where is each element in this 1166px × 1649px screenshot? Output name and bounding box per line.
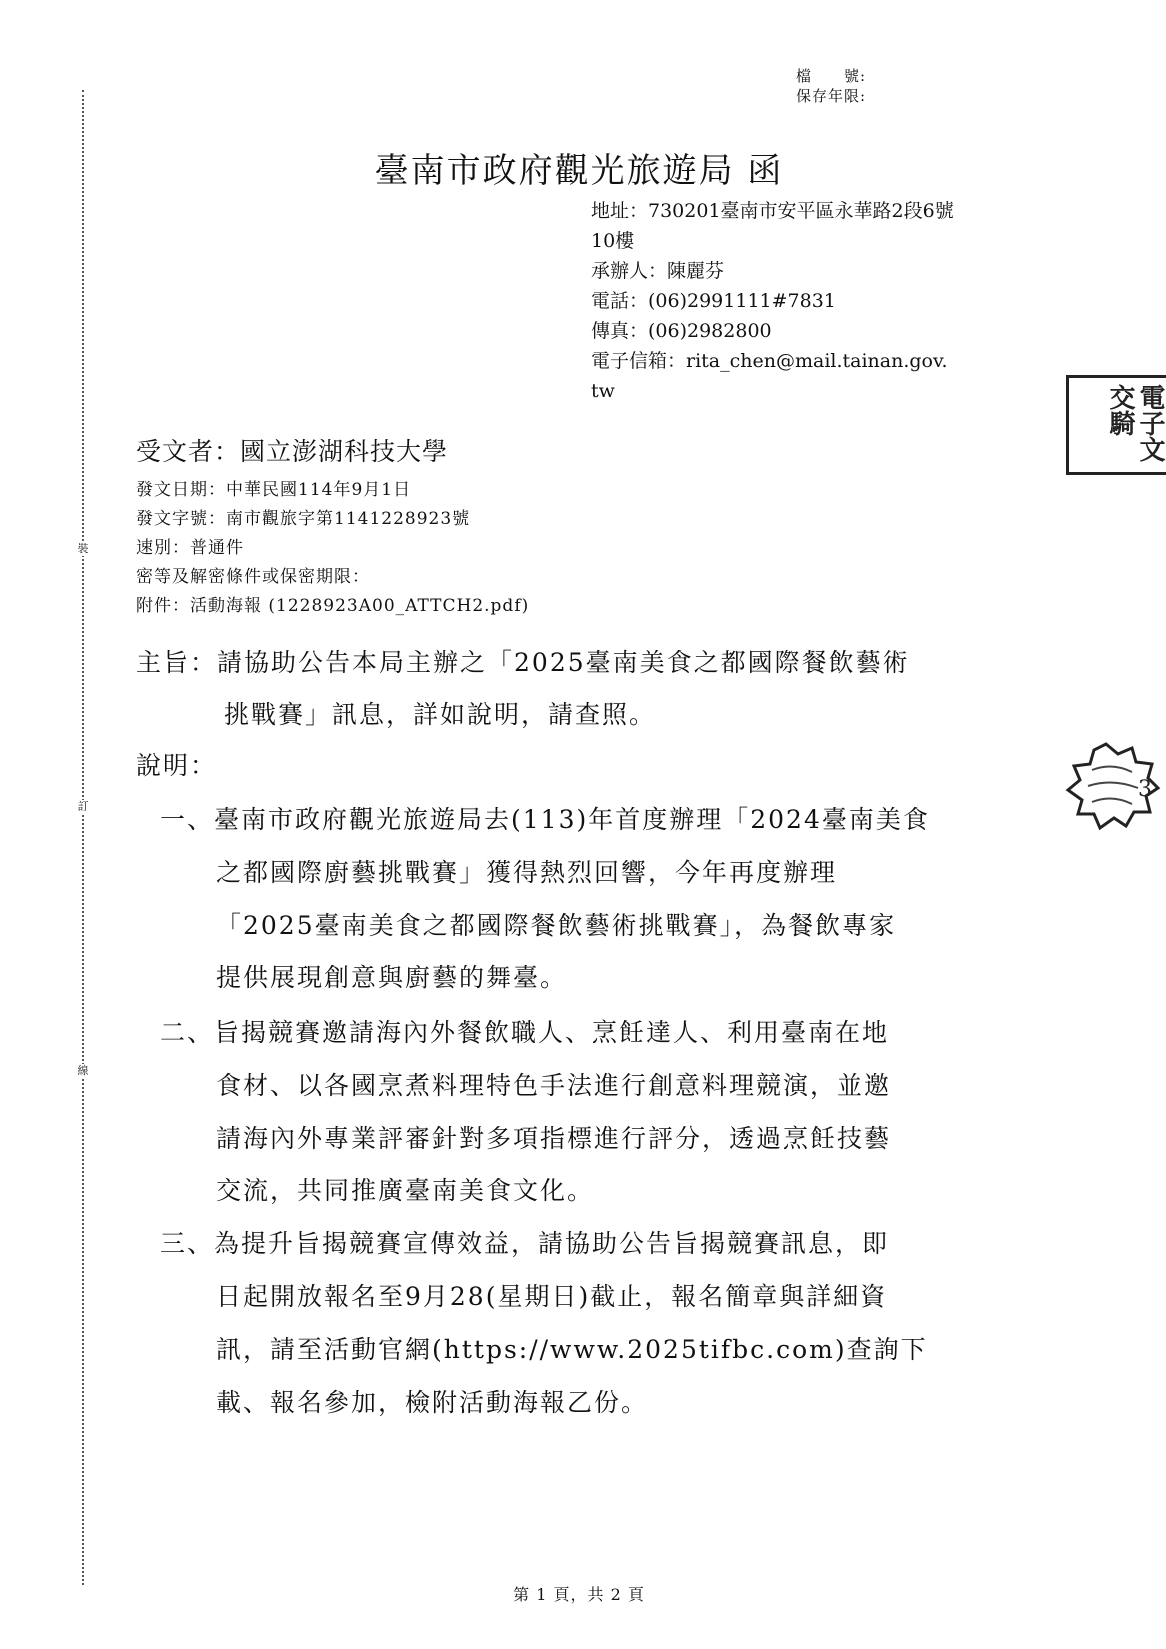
contact-email-line1: 電子信箱：rita_chen@mail.tainan.gov.	[591, 350, 948, 372]
speed-class: 速別：普通件	[136, 538, 244, 558]
binding-mark-zhuang: 裝	[74, 542, 92, 556]
archive-file-no: 檔 號:	[796, 67, 867, 85]
binding-line	[82, 90, 84, 1585]
item-3-line2: 日起開放報名至9月28(星期日)截止，報名簡章與詳細資	[216, 1282, 888, 1311]
contact-phone: 電話：(06)2991111#7831	[591, 290, 836, 312]
attachment: 附件：活動海報 (1228923A00_ATTCH2.pdf)	[136, 596, 530, 616]
binding-mark-ding: 訂	[74, 800, 92, 814]
item-2-line2: 食材、以各國烹煮料理特色手法進行創意料理競演，並邀	[216, 1071, 892, 1100]
issue-date: 發文日期：中華民國114年9月1日	[136, 480, 412, 500]
contact-address-line1: 地址：730201臺南市安平區永華路2段6號	[591, 200, 954, 222]
contact-officer: 承辦人：陳麗芬	[591, 260, 725, 282]
seal-badge-number: 3	[1138, 777, 1152, 802]
contact-email-line2: tw	[591, 380, 615, 402]
subject-line1: 主旨：請協助公告本局主辦之「2025臺南美食之都國際餐飲藝術	[136, 648, 910, 677]
page-footer: 第 1 頁，共 2 頁	[513, 1585, 645, 1604]
e-document-stamp-text: 電子文交騎	[1105, 384, 1165, 462]
item-2-line1: 二、旨揭競賽邀請海內外餐飲職人、烹飪達人、利用臺南在地	[160, 1018, 890, 1047]
binding-mark-xian: 線	[74, 1064, 92, 1078]
recipient: 受文者：國立澎湖科技大學	[136, 437, 449, 466]
subject-line2: 挑戰賽」訊息，詳如說明，請查照。	[224, 700, 657, 729]
archive-retention: 保存年限:	[796, 87, 867, 105]
contact-fax: 傳真：(06)2982800	[591, 320, 772, 342]
item-3-line4: 載、報名參加，檢附活動海報乙份。	[216, 1388, 649, 1417]
secrecy-level: 密等及解密條件或保密期限：	[136, 567, 370, 587]
item-3-line3: 訊，請至活動官網(https://www.2025tifbc.com)查詢下	[216, 1335, 928, 1364]
explanation-label: 說明：	[136, 751, 218, 780]
item-3-line1: 三、為提升旨揭競賽宣傳效益，請協助公告旨揭競賽訊息，即	[160, 1229, 890, 1258]
seal-badge-icon	[1066, 740, 1158, 830]
e-document-stamp	[1066, 375, 1166, 475]
item-1-line1: 一、臺南市政府觀光旅遊局去(113)年首度辦理「2024臺南美食	[160, 805, 930, 834]
item-2-line3: 請海內外專業評審針對多項指標進行評分，透過烹飪技藝	[216, 1124, 892, 1153]
item-1-line2: 之都國際廚藝挑戰賽」獲得熱烈回響，今年再度辦理	[216, 858, 838, 887]
item-1-line3: 「2025臺南美食之都國際餐飲藝術挑戰賽」，為餐飲專家	[216, 911, 897, 940]
document-title: 臺南市政府觀光旅遊局 函	[374, 151, 784, 191]
document-number: 發文字號：南市觀旅字第1141228923號	[136, 509, 471, 529]
contact-address-line2: 10樓	[591, 230, 635, 252]
item-1-line4: 提供展現創意與廚藝的舞臺。	[216, 963, 568, 992]
item-2-line4: 交流，共同推廣臺南美食文化。	[216, 1176, 595, 1205]
